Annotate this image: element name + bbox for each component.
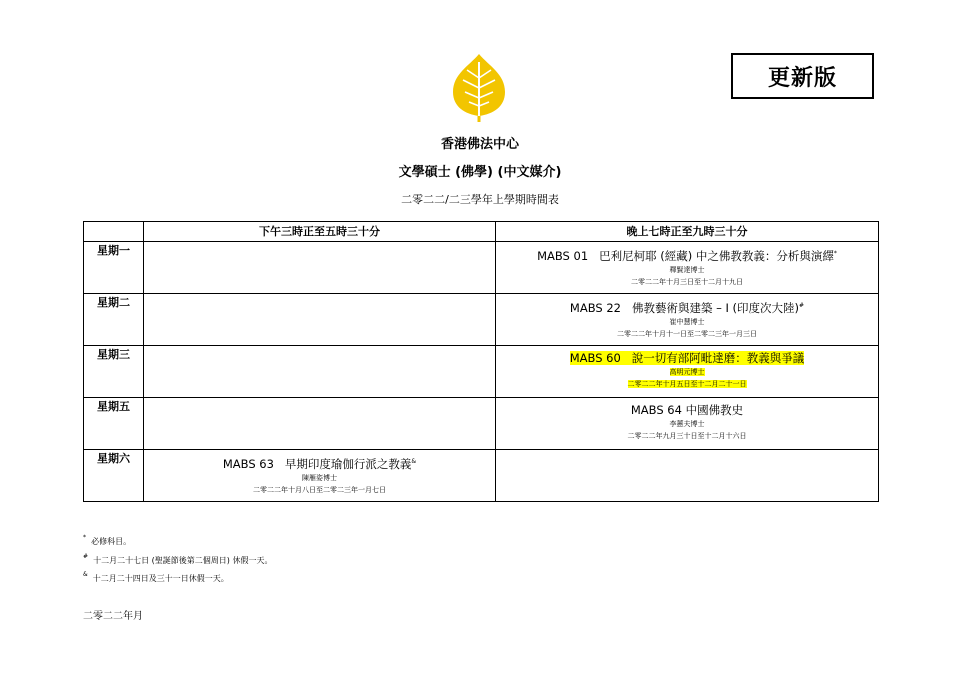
day-cell: 星期六 (84, 450, 144, 502)
footnote-text: 必修科目。 (91, 537, 132, 546)
afternoon-slot-empty (144, 242, 496, 294)
course-dates: 二零二二年十月三日至十二月十九日 (631, 278, 743, 286)
evening-slot (496, 398, 879, 450)
footnote-mark: & (83, 571, 88, 578)
course-code: MABS 60 (569, 351, 621, 365)
document-date: 二零二二年月 (83, 611, 143, 622)
evening-slot (496, 242, 879, 294)
afternoon-column-header: 下午三時正至五時三十分 (144, 222, 496, 242)
afternoon-slot (144, 450, 496, 502)
afternoon-slot-empty (144, 294, 496, 346)
course-entry (144, 450, 495, 496)
afternoon-slot-empty (144, 398, 496, 450)
table-row (84, 294, 879, 346)
footnote-mark: * (83, 534, 86, 541)
footnote-mark: # (83, 553, 89, 560)
course-name: 說一切有部阿毗達磨：教義與爭議 (631, 351, 805, 365)
afternoon-slot-empty (144, 346, 496, 398)
course-name: 中國佛教史 (685, 403, 744, 417)
table-row (84, 450, 879, 502)
course-dates: 二零二二年十月五日至十二月二十一日 (627, 380, 747, 388)
evening-slot-empty (496, 450, 879, 502)
course-name: 佛教藝術與建築 – I (印度次大陸) (631, 301, 800, 315)
table-row (84, 242, 879, 294)
footnote-text: 十二月二十七日 (聖誕節後第二個周日) 休假一天。 (93, 556, 273, 565)
corner-cell (84, 222, 144, 242)
footnote (83, 571, 229, 584)
bodhi-leaf-logo (449, 52, 509, 122)
timetable-header-row (84, 222, 879, 242)
day-cell: 星期三 (84, 346, 144, 398)
lecturer: 陳雁姿博士 (302, 474, 337, 482)
course-dates: 二零二二年九月三十日至十二月十六日 (627, 432, 747, 440)
evening-column-header: 晚上七時正至九時三十分 (496, 222, 879, 242)
course-entry (496, 398, 878, 442)
footnote-mark: & (411, 458, 417, 465)
evening-slot (496, 294, 879, 346)
programme-title: 文學碩士 (佛學) (中文媒介) (398, 165, 562, 180)
footnote-mark: * (833, 250, 837, 257)
course-name: 巴利尼柯耶 (經藏) 中之佛教教義：分析與演繹 (599, 249, 834, 263)
term-title: 二零二二/二三學年上學期時間表 (401, 193, 559, 206)
footnote (83, 534, 131, 547)
course-dates: 二零二二年十月八日至二零二三年一月七日 (253, 486, 386, 494)
evening-slot (496, 346, 879, 398)
timetable (83, 221, 879, 502)
course-code: MABS 64 (630, 403, 682, 417)
course-dates: 二零二二年十月十一日至二零二三年一月三日 (617, 330, 757, 338)
lecturer: 崔中慧博士 (669, 318, 705, 326)
footnote-text: 十二月二十四日及三十一日休假一天。 (92, 574, 229, 583)
updated-version-badge: 更新版 (731, 53, 874, 99)
day-cell: 星期二 (84, 294, 144, 346)
course-name: 早期印度瑜伽行派之教義 (284, 457, 412, 471)
course-entry (496, 346, 878, 390)
table-row (84, 398, 879, 450)
footnote (83, 553, 272, 566)
table-row (84, 346, 879, 398)
day-cell: 星期五 (84, 398, 144, 450)
footnote-mark: # (799, 302, 805, 309)
lecturer: 釋賢達博士 (669, 266, 705, 274)
course-code: MABS 63 (222, 457, 274, 471)
organization-name: 香港佛法中心 (440, 137, 519, 152)
lecturer: 李蕙夫博士 (669, 420, 705, 428)
course-entry (496, 294, 878, 340)
course-code: MABS 22 (569, 301, 621, 315)
day-cell: 星期一 (84, 242, 144, 294)
course-code: MABS 01 (537, 249, 589, 263)
lecturer: 高明元博士 (669, 368, 705, 376)
course-entry (496, 242, 878, 288)
